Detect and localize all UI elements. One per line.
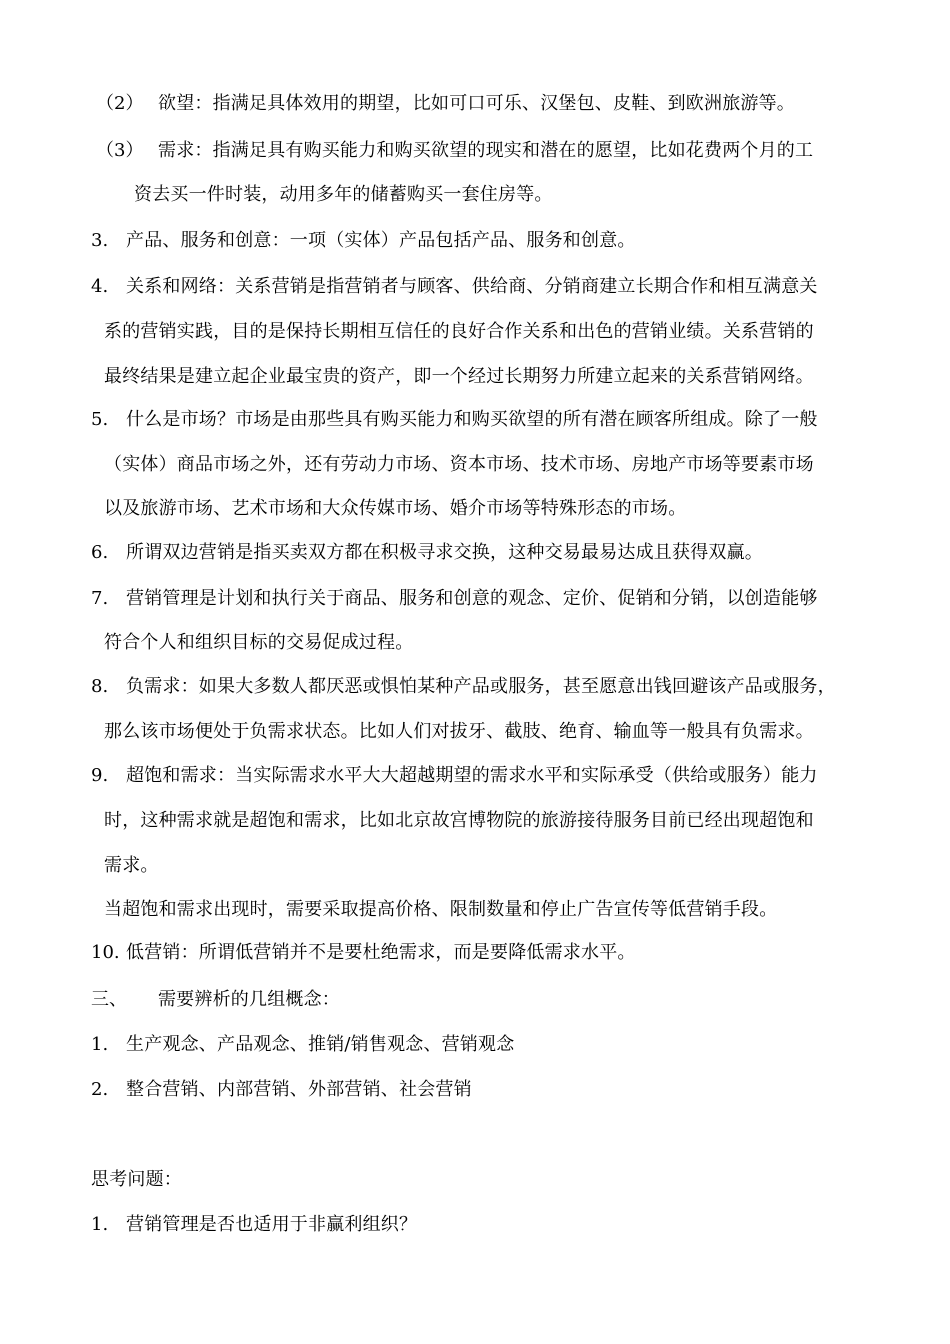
- item-text-line: 系的营销实践，目的是保持长期相互信任的良好合作关系和出色的营销业绩。关系营销的: [104, 321, 814, 342]
- item-text-line: 所谓双边营销是指买卖双方都在积极寻求交换，这种交易最易达成且获得双赢。: [126, 542, 763, 563]
- section-marker: 三、: [91, 989, 127, 1010]
- item-marker: 7.: [91, 588, 109, 609]
- item-text-line: 关系和网络：关系营销是指营销者与顾客、供给商、分销商建立长期合作和相互满意关: [126, 276, 818, 297]
- item-text-line: 符合个人和组织目标的交易促成过程。: [104, 632, 414, 653]
- item-text-line: 当超饱和需求出现时，需要采取提高价格、限制数量和停止广告宣传等低营销手段。: [104, 899, 778, 920]
- thinking-questions-title: 思考问题：: [91, 1169, 182, 1190]
- item-marker: 6.: [91, 542, 109, 563]
- item-text-line: 需求：指满足具有购买能力和购买欲望的现实和潜在的愿望，比如花费两个月的工: [158, 140, 814, 161]
- item-text-line: 最终结果是建立起企业最宝贵的资产，即一个经过长期努力所建立起来的关系营销网络。: [104, 366, 814, 387]
- item-marker: （2）: [96, 93, 144, 114]
- item-marker: 9.: [91, 765, 109, 786]
- item-text-line: 那么该市场便处于负需求状态。比如人们对拔牙、截肢、绝育、输血等一般具有负需求。: [104, 721, 814, 742]
- item-marker: 10.: [91, 942, 120, 963]
- question-marker: 1.: [91, 1214, 109, 1235]
- item-text-line: 生产观念、产品观念、推销/销售观念、营销观念: [126, 1034, 515, 1055]
- item-marker: 8.: [91, 676, 109, 697]
- item-marker: 2.: [91, 1079, 109, 1100]
- item-text-line: 资去买一件时装，动用多年的储蓄购买一套住房等。: [134, 184, 553, 205]
- item-text-line: 产品、服务和创意：一项（实体）产品包括产品、服务和创意。: [126, 230, 636, 251]
- item-text-line: 需求。: [104, 855, 159, 876]
- item-text-line: 营销管理是计划和执行关于商品、服务和创意的观念、定价、促销和分销，以创造能够: [126, 588, 818, 609]
- item-marker: 4.: [91, 276, 109, 297]
- item-marker: 5.: [91, 409, 109, 430]
- item-text-line: 低营销：所谓低营销并不是要杜绝需求，而是要降低需求水平。: [126, 942, 636, 963]
- item-marker: 1.: [91, 1034, 109, 1055]
- item-text-line: 负需求：如果大多数人都厌恶或惧怕某种产品或服务，甚至愿意出钱回避该产品或服务，: [126, 676, 836, 697]
- item-text-line: 以及旅游市场、艺术市场和大众传媒市场、婚介市场等特殊形态的市场。: [104, 498, 687, 519]
- question-text: 营销管理是否也适用于非赢利组织？: [126, 1214, 418, 1235]
- item-text-line: 欲望：指满足具体效用的期望，比如可口可乐、汉堡包、皮鞋、到欧洲旅游等。: [158, 93, 795, 114]
- item-text-line: 整合营销、内部营销、外部营销、社会营销: [126, 1079, 472, 1100]
- item-marker: （3）: [96, 140, 144, 161]
- item-text-line: 超饱和需求：当实际需求水平大大超越期望的需求水平和实际承受（供给或服务）能力: [126, 765, 818, 786]
- item-text-line: 什么是市场？市场是由那些具有购买能力和购买欲望的所有潜在顾客所组成。除了一般: [126, 409, 818, 430]
- section-heading: 需要辨析的几组概念：: [158, 989, 340, 1010]
- item-text-line: （实体）商品市场之外，还有劳动力市场、资本市场、技术市场、房地产市场等要素市场: [104, 454, 814, 475]
- item-marker: 3.: [91, 230, 109, 251]
- item-text-line: 时，这种需求就是超饱和需求，比如北京故宫博物院的旅游接待服务目前已经出现超饱和: [104, 810, 814, 831]
